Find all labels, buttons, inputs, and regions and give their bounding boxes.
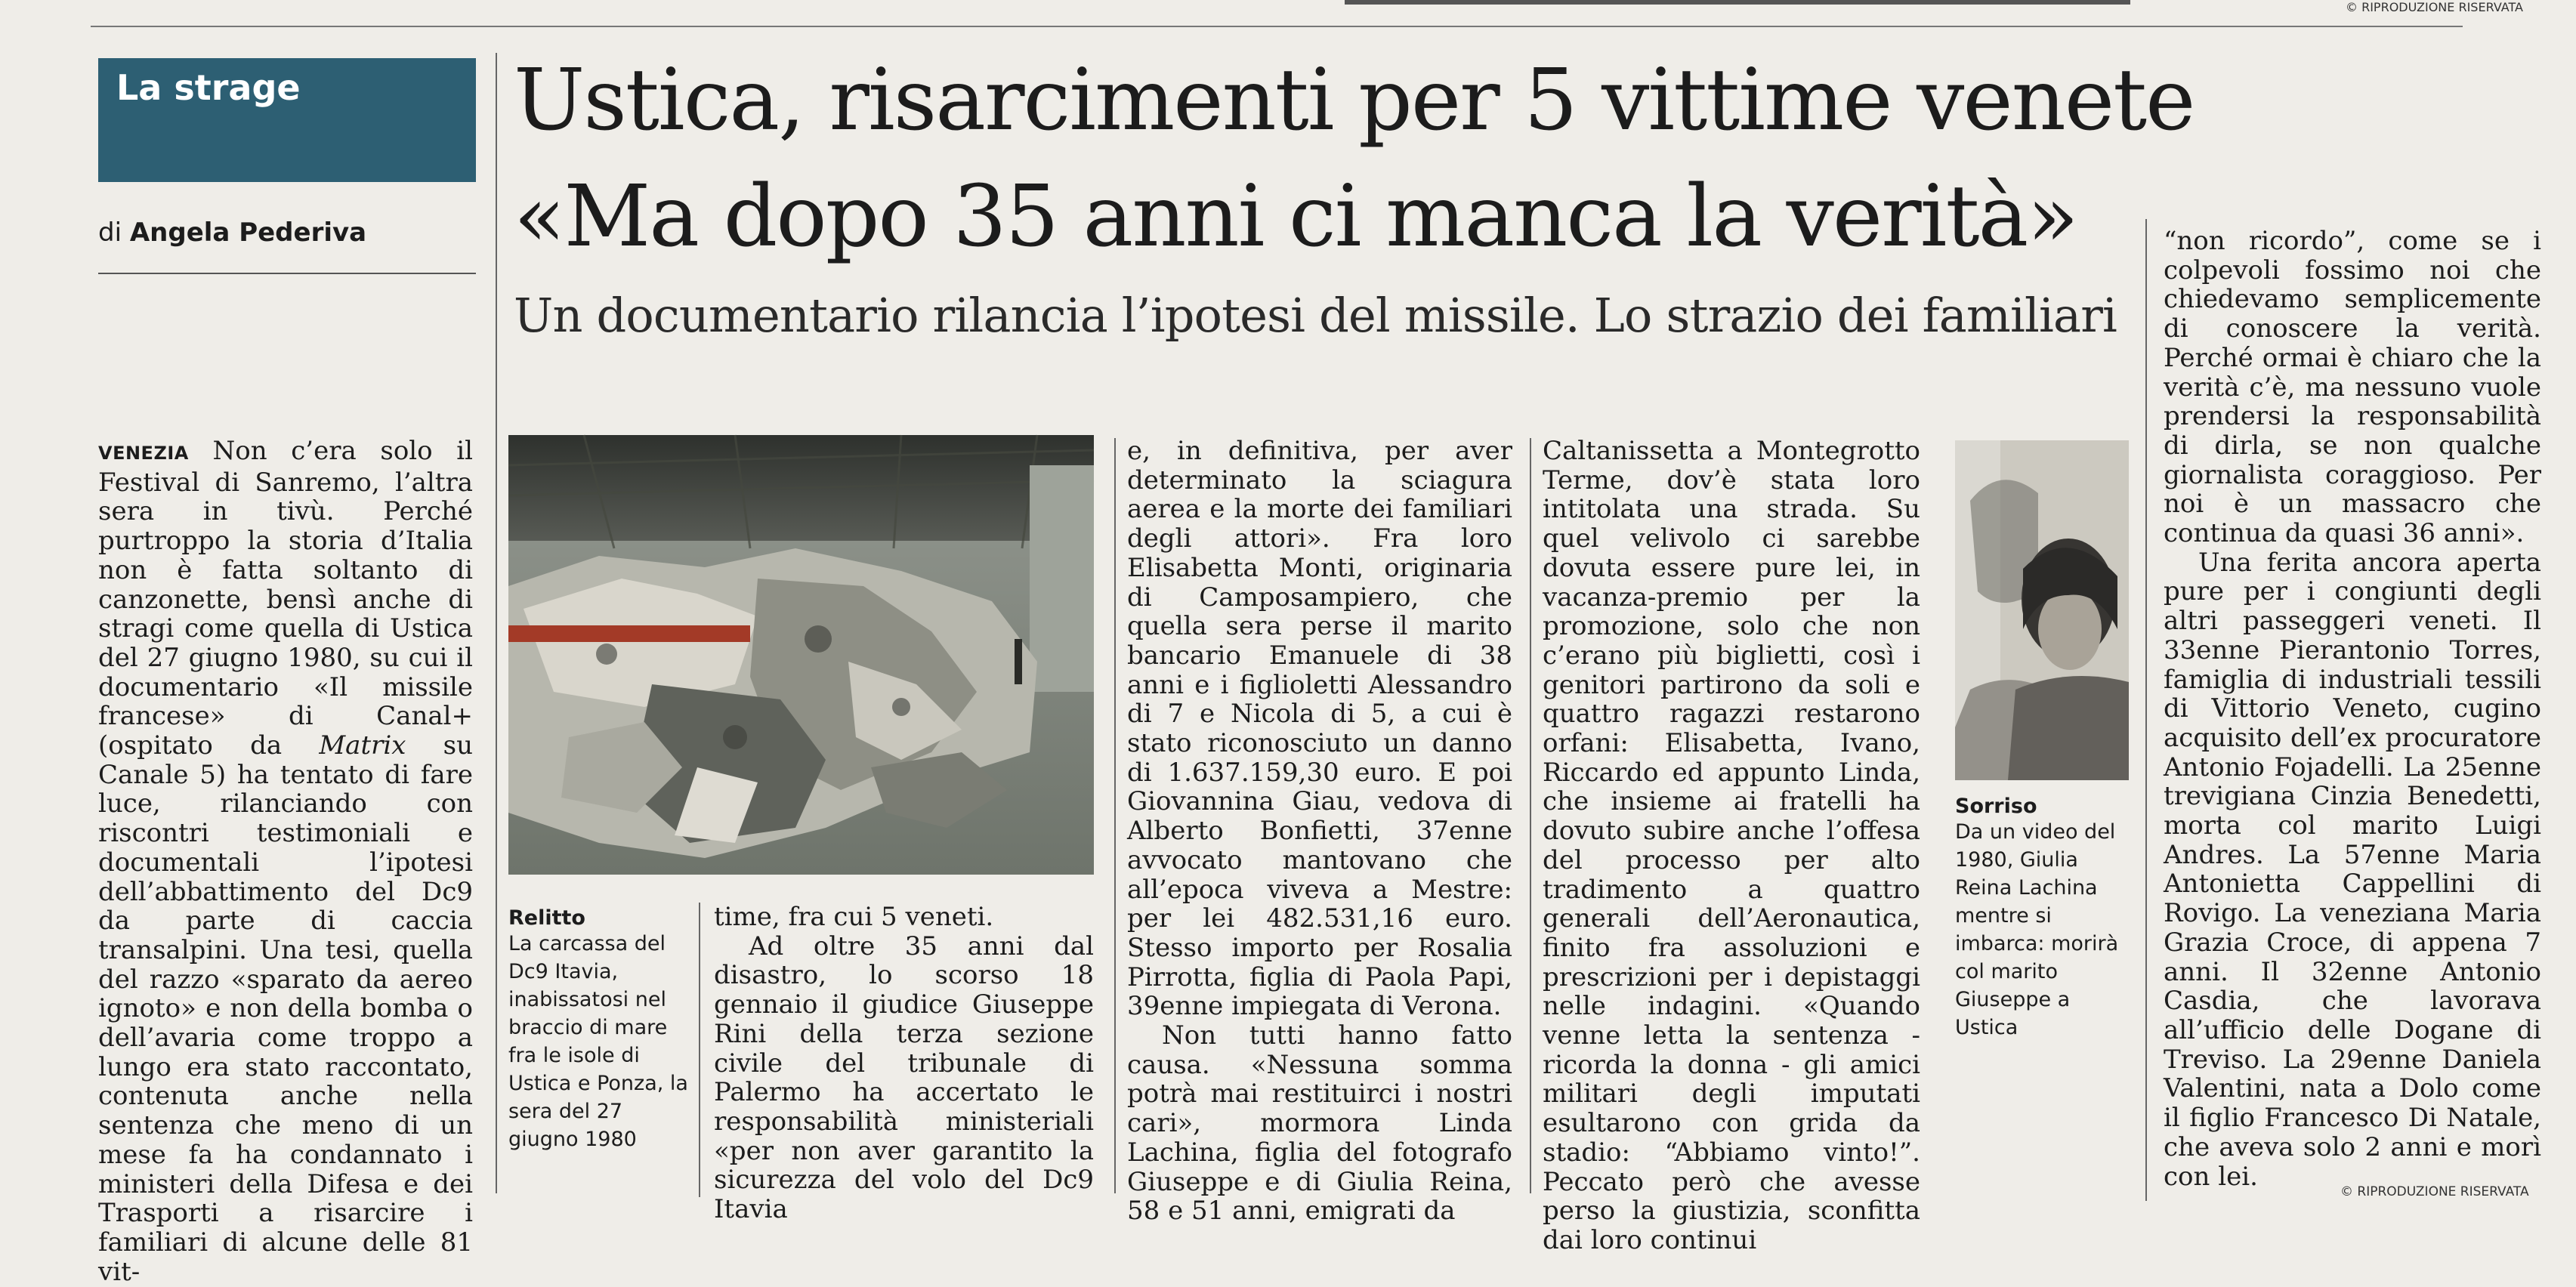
column-4 bbox=[1543, 436, 1920, 1255]
top-dark-strip bbox=[1345, 0, 2130, 5]
byline-rule bbox=[98, 273, 476, 274]
portrait-caption-title: Sorriso bbox=[1955, 795, 2037, 818]
portrait-photo bbox=[1955, 440, 2129, 780]
dateline: VENEZIA bbox=[98, 443, 189, 464]
byline bbox=[98, 218, 366, 248]
subheadline: Un documentario rilancia l’ipotesi del missile. Lo strazio dei familiari bbox=[514, 288, 2117, 343]
column-1 bbox=[98, 436, 474, 1287]
rule-right bbox=[2145, 219, 2147, 1201]
wreckage-caption-text: La carcassa del Dc9 Itavia, inabissatosi nel braccio di mare fra le isole di Ustica e Ponza, la sera del 27 giugno 1980 bbox=[508, 932, 688, 1151]
portrait-caption-text: Da un video del 1980, Giulia Reina Lachina mentre si imbarca: morirà col marito Giuseppe a Ustica bbox=[1955, 820, 2119, 1039]
col2-p1: time, fra cui 5 veneti. bbox=[714, 902, 994, 932]
col1-italic: Matrix bbox=[319, 730, 406, 761]
section-label-box bbox=[98, 58, 476, 182]
wreckage-photo-image bbox=[508, 435, 1094, 875]
byline-prefix: di bbox=[98, 218, 122, 248]
top-rule bbox=[91, 26, 2463, 27]
col3-p2: Non tutti hanno fatto causa. «Nessuna somma potrà mai restituirci i nostri cari», mormora Linda Lachina, figlia del fotografo Giuseppe e di Giulia Reina, 58 e 51 anni, emigrati da bbox=[1127, 1020, 1512, 1227]
wreckage-photo bbox=[508, 435, 1094, 875]
rule-col1-col2 bbox=[699, 903, 700, 1197]
top-copyright: © RIPRODUZIONE RISERVATA bbox=[2346, 0, 2523, 14]
col1-text: Non c’era solo il Festival di Sanremo, l’altra sera in tivù. Perché purtroppo la storia d’Italia non è fatta soltanto di canzonette, bensì anche di stragi come quella di Ustica del 27 giugno 1980, su cui il documentario «Il missile francese» di Canal+ (ospitato da bbox=[98, 436, 474, 761]
wreckage-caption-title: Relitto bbox=[508, 906, 585, 930]
footer-copyright: © RIPRODUZIONE RISERVATA bbox=[2340, 1184, 2529, 1199]
headline-line-1: Ustica, risarcimenti per 5 vittime venete bbox=[514, 51, 2195, 150]
col1-text-2: su Canale 5) ha tentato di fare luce, rilanciando con riscontri testimoniali e documentali l’ipotesi dell’abbattimento del Dc9 da parte di caccia transalpini. Una tesi, quella del razzo «sparato da aereo ignoto» e non della bomba o dell’avaria come troppo a lungo era stato raccontato, contenuta anche nella sentenza che meno di un mese fa ha condannato i ministeri della Difesa e dei Trasporti a risarcire i familiari di alcune delle 81 vit- bbox=[98, 730, 473, 1287]
column-2 bbox=[714, 902, 1094, 1225]
section-label: La strage bbox=[116, 67, 301, 108]
rule-col2-col3 bbox=[1114, 438, 1116, 1193]
portrait-caption bbox=[1955, 795, 2133, 1042]
byline-author: Angela Pederiva bbox=[129, 218, 367, 248]
column-3 bbox=[1127, 436, 1512, 1227]
col2-p2: Ad oltre 35 anni dal disastro, lo scorso 18 gennaio il giudice Giuseppe Rini della terza sezione civile del tribunale di Palermo ha accertato le responsabilità ministeriali «per non aver garantito la sicurezza del volo del Dc9 Itavia bbox=[714, 931, 1094, 1225]
col5-p1: “non ricordo”, come se i colpevoli fossimo noi che chiedevamo semplicemente di conoscere la verità. Perché ormai è chiaro che la verità c’è, ma nessuno vuole prendersi la responsabilità di dirla, se non qualche giornalista coraggioso. Per noi è un massacro che continua da quasi 36 anni». bbox=[2164, 226, 2541, 549]
rule-col3-col4 bbox=[1530, 438, 1531, 1193]
rule-left bbox=[496, 53, 497, 1193]
headline-line-2: «Ma dopo 35 anni ci manca la verità» bbox=[514, 168, 2077, 266]
col3-p1: e, in definitiva, per aver determinato la sciagura aerea e la morte dei familiari degli attori». Fra loro Elisabetta Monti, originaria di Camposampiero, che quella sera perse il marito bancario Emanuele di 38 anni e i figlioletti Alessandro di 7 e Nicola di 5, a cui è stato riconosciuto un danno di 1.637.159,30 euro. E poi Giovannina Giau, vedova di Alberto Bonfietti, 37enne avvocato mantovano che all’epoca viveva a Mestre: per lei 482.531,16 euro. Stesso importo per Rosalia Pirrotta, figlia di Paola Papi, 39enne impiegata di Verona. bbox=[1127, 436, 1512, 1022]
portrait-photo-image bbox=[1955, 440, 2129, 780]
col5-p2: Una ferita ancora aperta pure per i congiunti degli altri passeggeri veneti. Il 33enne Pierantonio Torres, famiglia di industriali tessili di Vittorio Veneto, cugino acquisito dell’ex procuratore Antonio Fojadelli. La 25enne trevigiana Cinzia Benedetti, morta col marito Luigi Andres. La 57enne Maria Antonietta Cappellini di Rovigo. La veneziana Maria Grazia Croce, di appena 7 anni. Il 32enne Antonio Casdia, che lavorava all’ufficio delle Dogane di Treviso. La 29enne Daniela Valentini, nata a Dolo come il figlio Francesco Di Natale, che aveva solo 2 anni e morì con lei. bbox=[2164, 547, 2541, 1192]
wreckage-caption bbox=[508, 906, 690, 1153]
col4-p1: Caltanissetta a Montegrotto Terme, dov’è stata loro intitolata una strada. Su quel velivolo ci sarebbe dovuta essere pure lei, in vacanza-premio per la promozione, solo che non c’erano più biglietti, così i genitori partirono da soli e quattro ragazzi restarono orfani: Elisabetta, Ivano, Riccardo ed appunto Linda, che insieme ai fratelli ha dovuto subire anche l’offesa del processo per alto tradimento a quattro generali dell’Aeronautica, finito fra assoluzioni e prescrizioni per i depistaggi nelle indagini. «Quando venne letta la sentenza - ricorda la donna - gli amici militari degli imputati esultarono con grida da stadio: “Abbiamo vinto!”. Peccato però che avesse perso la giustizia, sconfitta dai loro continui bbox=[1543, 436, 1920, 1255]
